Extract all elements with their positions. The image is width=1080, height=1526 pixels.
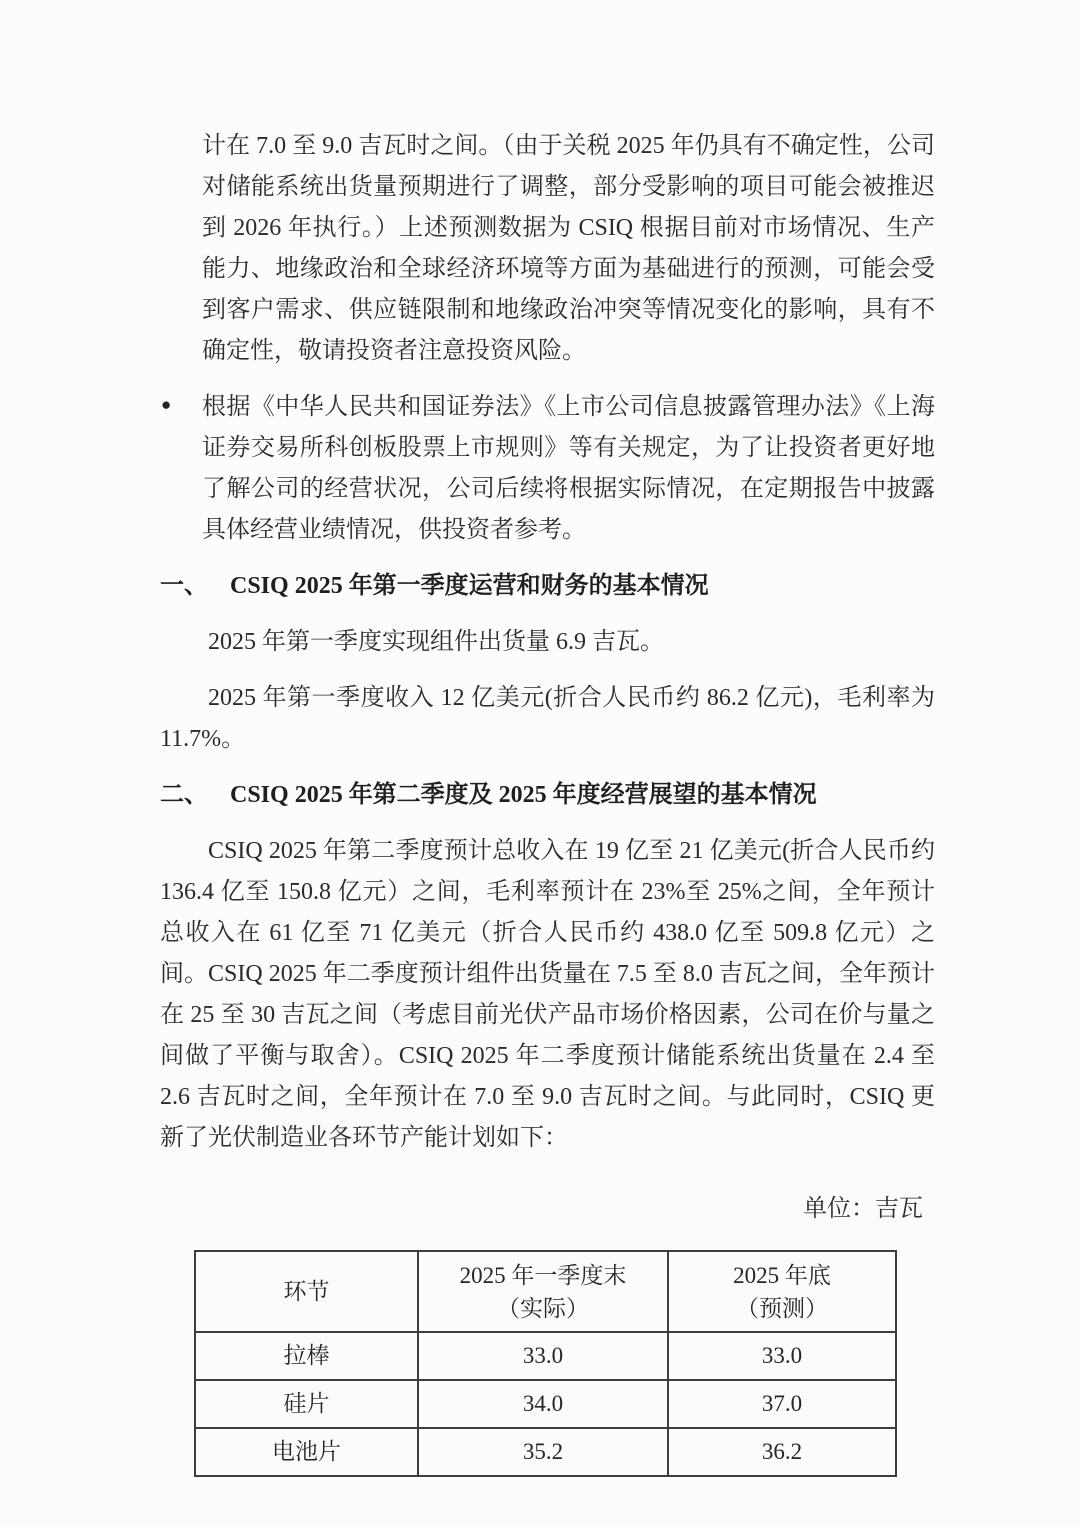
section-1-title: CSIQ 2025 年第一季度运营和财务的基本情况 — [230, 573, 709, 599]
cell-yearend-forecast: 33.0 — [668, 1332, 896, 1380]
cell-q1-actual: 35.2 — [418, 1428, 668, 1476]
header-cell-q1-actual — [418, 1251, 668, 1332]
cell-label: 拉棒 — [195, 1332, 418, 1380]
header-q1-line2: （实际） — [497, 1295, 589, 1321]
cell-label: 电池片 — [195, 1428, 418, 1476]
table-header-row — [195, 1251, 896, 1332]
cell-q1-actual: 33.0 — [418, 1332, 668, 1380]
continuation-paragraph: 计在 7.0 至 9.0 吉瓦时之间。（由于关税 2025 年仍具有不确定性，公司对储能系统出货量预期进行了调整，部分受影响的项目可能会被推迟到 2026 年执行。）上述预测数据为 CSIQ 根据目前对市场情况、生产能力、地缘政治和全球经济环境等方面为基础进行的预测，可能会受到客户需求、供应链限制和地缘政治冲突等情况变化的影响，具有不确定性，敬请投资者注意投资风险。 — [202, 133, 935, 364]
header-cell-step: 环节 — [195, 1251, 418, 1332]
section-2-paragraph-outlook: CSIQ 2025 年第二季度预计总收入在 19 亿至 21 亿美元(折合人民币约 136.4 亿至 150.8 亿元）之间，毛利率预计在 23%至 25%之间，全年预计总收入在 61 亿至 71 亿美元（折合人民币约 438.0 亿至 509.8 亿元）之间。CSIQ 2025 年二季度预计组件出货量在 7.5 至 8.0 吉瓦之间，全年预计在 25 至 30 吉瓦之间（考虑目前光伏产品市场价格因素，公司在价与量之间做了平衡与取舍）。CSIQ 2025 年二季度预计储能系统出货量在 2.4 至 2.6 吉瓦时之间，全年预计在 7.0 至 9.0 吉瓦时之间。与此同时，CSIQ 更新了光伏制造业各环节产能计划如下： — [160, 838, 935, 1151]
unit-note: 单位：吉瓦 — [803, 1196, 923, 1222]
section-2-number: 二、 — [160, 782, 208, 808]
table-row-wafer — [195, 1380, 896, 1428]
section-1-heading — [160, 566, 935, 607]
cell-yearend-forecast: 37.0 — [668, 1380, 896, 1428]
bullet-paragraph: 根据《中华人民共和国证券法》《上市公司信息披露管理办法》《上海证券交易所科创板股票上市规则》等有关规定，为了让投资者更好地了解公司的经营状况，公司后续将根据实际情况，在定期报告中披露具体经营业绩情况，供投资者参考。 — [202, 394, 935, 543]
cell-yearend-forecast: 36.2 — [668, 1428, 896, 1476]
table-row-ingot — [195, 1332, 896, 1380]
capacity-table — [194, 1250, 897, 1477]
cell-q1-actual: 34.0 — [418, 1380, 668, 1428]
header-q1-line1: 2025 年一季度末 — [459, 1262, 627, 1288]
cell-label: 硅片 — [195, 1380, 418, 1428]
header-yearend-line1: 2025 年底 — [733, 1262, 831, 1288]
section-1-number: 一、 — [160, 573, 208, 599]
section-2-heading — [160, 775, 935, 816]
header-cell-yearend-forecast — [668, 1251, 896, 1332]
section-1-paragraph-shipments: 2025 年第一季度实现组件出货量 6.9 吉瓦。 — [208, 629, 664, 655]
bullet-list-item — [161, 387, 935, 551]
table-row-cell — [195, 1428, 896, 1476]
section-2-title: CSIQ 2025 年第二季度及 2025 年度经营展望的基本情况 — [230, 782, 817, 808]
section-1-paragraph-revenue: 2025 年第一季度收入 12 亿美元(折合人民币约 86.2 亿元)，毛利率为 11.7%。 — [160, 685, 935, 752]
header-yearend-line2: （预测） — [736, 1295, 828, 1321]
bullet-icon: ● — [161, 395, 172, 414]
